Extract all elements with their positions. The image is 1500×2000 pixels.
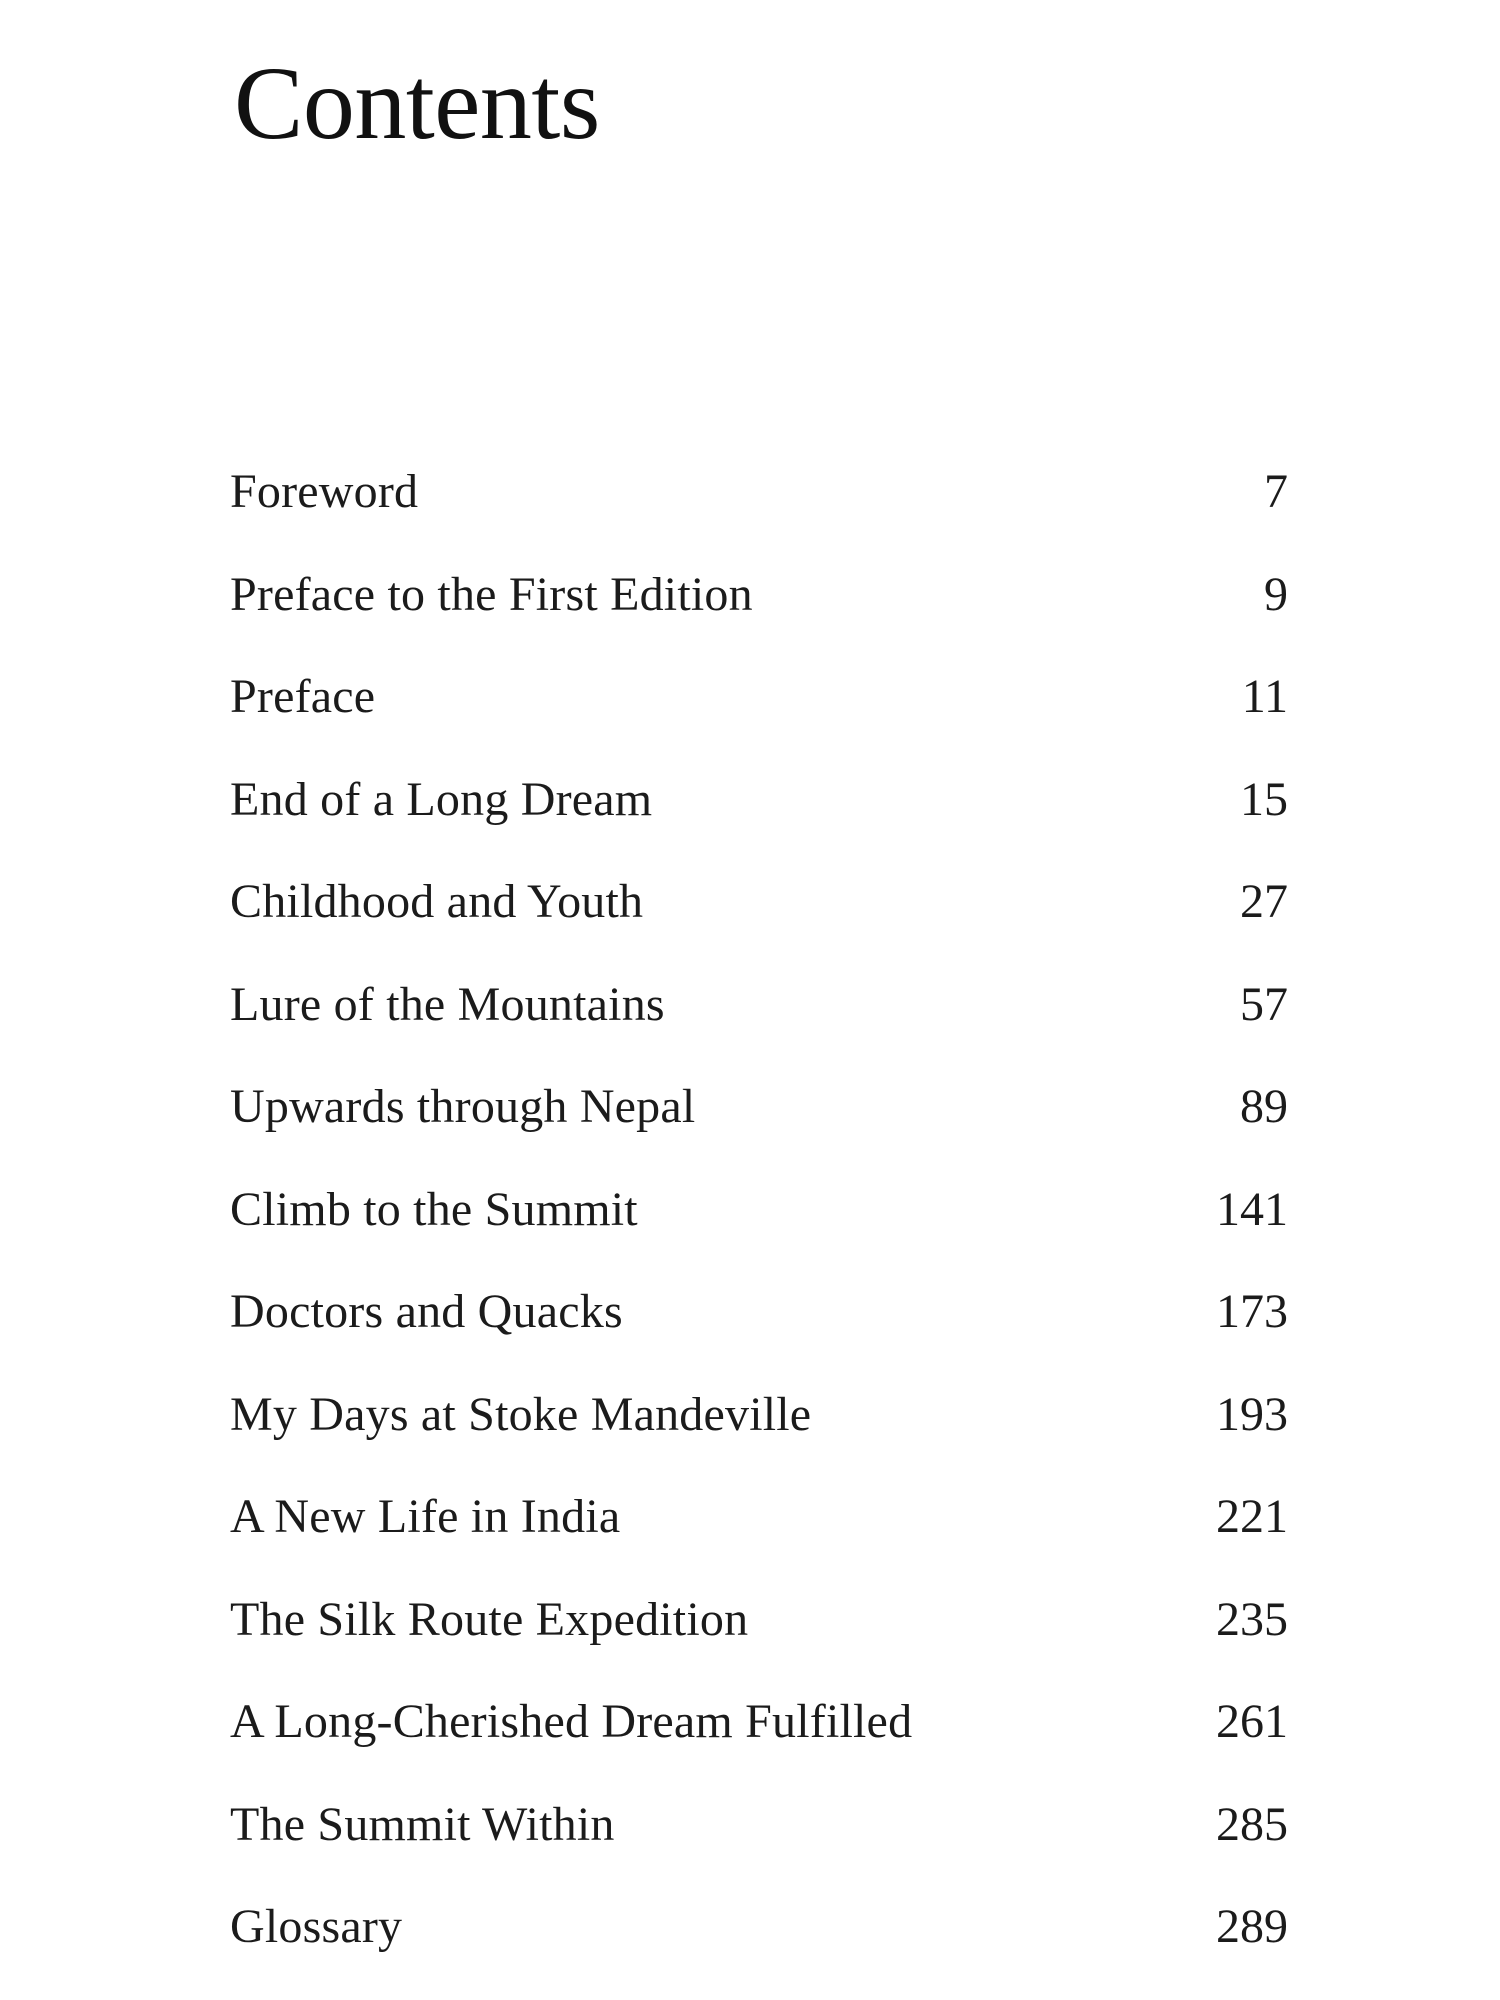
toc-entry-page-number: 27	[1240, 875, 1288, 928]
toc-entry-summit-within	[230, 1795, 1288, 1898]
toc-entry-label: Climb to the Summit	[230, 1182, 638, 1236]
toc-entry-page-number: 173	[1216, 1285, 1288, 1338]
toc-entry-climb-to-the-summit	[230, 1180, 1288, 1283]
toc-entry-label: Lure of the Mountains	[230, 977, 665, 1031]
toc-entry-label: Childhood and Youth	[230, 875, 644, 928]
toc-entry-label: Upwards through Nepal	[230, 1080, 696, 1133]
toc-entry-page-number: 221	[1216, 1490, 1288, 1543]
toc-entry-page-number: 11	[1241, 670, 1288, 723]
toc-entry-label: The Summit Within	[230, 1797, 615, 1851]
toc-entry-label: Preface to the First Edition	[230, 567, 753, 621]
toc-entry-page-number: 89	[1240, 1080, 1288, 1133]
toc-entry-stoke-mandeville	[230, 1385, 1288, 1488]
toc-entry-childhood-and-youth	[230, 872, 1288, 975]
page-title: Contents	[234, 46, 600, 161]
toc-entry-page-number: 285	[1216, 1797, 1288, 1851]
toc-entry-label: Foreword	[230, 465, 419, 518]
toc-entry-page-number: 193	[1216, 1387, 1288, 1441]
toc-entry-label: Doctors and Quacks	[230, 1285, 623, 1338]
toc-entry-page-number: 235	[1216, 1592, 1288, 1646]
toc-entry-page-number: 15	[1240, 772, 1288, 826]
toc-entry-label: My Days at Stoke Mandeville	[230, 1387, 812, 1441]
toc-entry-label: A New Life in India	[230, 1490, 621, 1543]
toc-entry-lure-of-the-mountains	[230, 975, 1288, 1078]
toc-entry-page-number: 289	[1216, 1900, 1288, 1953]
toc-entry-foreword	[230, 462, 1288, 565]
toc-entry-label: Glossary	[230, 1900, 403, 1953]
toc-entry-new-life-in-india	[230, 1487, 1288, 1590]
toc-entry-upwards-through-nepal	[230, 1077, 1288, 1180]
toc-entry-page-number: 261	[1216, 1695, 1288, 1748]
toc-entry-label: End of a Long Dream	[230, 772, 653, 826]
toc-entry-page-number: 57	[1240, 977, 1288, 1031]
toc-entry-dream-fulfilled	[230, 1692, 1288, 1795]
toc-entry-label: The Silk Route Expedition	[230, 1592, 749, 1646]
table-of-contents	[230, 462, 1288, 2000]
toc-entry-page-number: 7	[1264, 465, 1288, 518]
toc-entry-page-number: 9	[1264, 567, 1288, 621]
toc-entry-end-of-a-long-dream	[230, 770, 1288, 873]
toc-entry-glossary	[230, 1897, 1288, 2000]
toc-entry-silk-route-expedition	[230, 1590, 1288, 1693]
toc-entry-doctors-and-quacks	[230, 1282, 1288, 1385]
toc-entry-page-number: 141	[1216, 1182, 1288, 1236]
toc-entry-label: A Long-Cherished Dream Fulfilled	[230, 1695, 913, 1748]
toc-entry-label: Preface	[230, 670, 376, 723]
toc-entry-preface-first-edition	[230, 565, 1288, 668]
toc-entry-preface	[230, 667, 1288, 770]
